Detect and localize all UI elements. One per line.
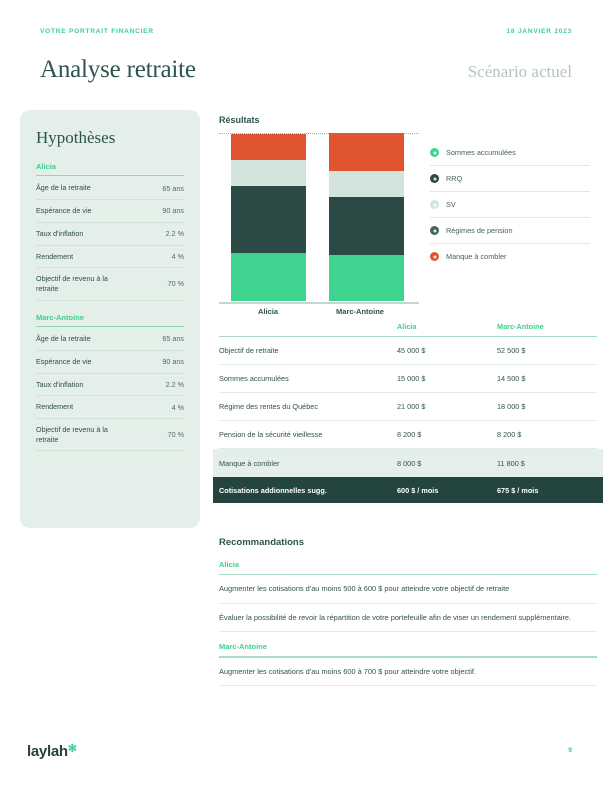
bar-segment — [329, 197, 404, 255]
title-row — [40, 56, 572, 84]
legend-label: Manque à combler — [446, 252, 507, 261]
table-row-shortfall — [213, 449, 603, 477]
chart-legend — [430, 140, 590, 269]
legend-swatch-icon — [430, 252, 439, 261]
results-table — [219, 322, 597, 503]
hypothesis-value: 90 ans — [162, 357, 184, 367]
results-heading: Résultats — [219, 115, 260, 125]
hypotheses-group-marc-antoine — [36, 313, 184, 452]
hypothesis-row — [36, 328, 184, 351]
bar-segment — [231, 186, 306, 253]
table-cell-marc: 14 500 $ — [497, 374, 526, 383]
bar-segment — [329, 133, 404, 171]
brand-logo — [27, 743, 77, 760]
table-cell-marc: 8 200 $ — [497, 430, 522, 439]
bar-segment — [231, 160, 306, 186]
table-cell-label: Sommes accumulées — [219, 374, 289, 383]
hypothesis-row — [36, 246, 184, 269]
hypothesis-label: Âge de la retraite — [36, 334, 91, 344]
recommendations-heading: Recommandations — [219, 537, 304, 548]
table-cell-marc: 11 800 $ — [497, 458, 525, 468]
hypothesis-label: Rendement — [36, 251, 74, 261]
table-row — [219, 421, 597, 449]
recommendation-item: Évaluer la possibilité de revoir la répartition de votre portefeuille afin de viser un rendement supplémentaire. — [219, 604, 597, 632]
legend-item — [430, 244, 590, 269]
table-cell-alicia: 45 000 $ — [397, 346, 426, 355]
table-cell-label: Objectif de retraite — [219, 346, 279, 355]
table-cell-label: Régime des rentes du Québec — [219, 402, 318, 411]
hypothesis-label: Objectif de revenu à la retraite — [36, 424, 108, 444]
table-cell-alicia: 8 000 $ — [397, 458, 422, 468]
hypothesis-row — [36, 351, 184, 374]
legend-item — [430, 140, 590, 166]
recommendation-item: Augmenter les cotisations d'au moins 500 à 600 $ pour atteindre votre objectif de retraite — [219, 575, 597, 603]
table-cell-marc: 675 $ / mois — [497, 485, 539, 495]
legend-swatch-icon — [430, 174, 439, 183]
bar-segment — [329, 171, 404, 197]
table-cell-marc: 52 500 $ — [497, 346, 526, 355]
hypothesis-label: Rendement — [36, 402, 74, 412]
legend-label: RRQ — [446, 174, 463, 183]
table-cell-alicia: 8 200 $ — [397, 430, 422, 439]
table-cell-alicia: 21 000 $ — [397, 402, 426, 411]
table-header-blank — [219, 322, 397, 331]
table-row — [219, 365, 597, 393]
hypothesis-value: 70 % — [167, 279, 184, 289]
legend-label: Sommes accumulées — [446, 148, 516, 157]
legend-label: Régimes de pension — [446, 226, 513, 235]
legend-swatch-icon — [430, 148, 439, 157]
legend-item — [430, 218, 590, 244]
hypothesis-value: 2.2 % — [165, 379, 184, 389]
recommendations-group-marc-antoine — [219, 642, 597, 686]
hypotheses-card — [20, 110, 200, 528]
table-cell-alicia: 600 $ / mois — [397, 485, 439, 495]
table-cell-marc: 18 000 $ — [497, 402, 526, 411]
chart-axis — [219, 302, 419, 304]
table-row-total — [213, 477, 603, 503]
chart-label-alicia: Alicia — [257, 307, 278, 316]
legend-swatch-icon — [430, 200, 439, 209]
table-cell-alicia: 15 000 $ — [397, 374, 426, 383]
hypothesis-row — [36, 374, 184, 397]
chart-label-marc-antoine: Marc-Antoine — [336, 307, 384, 316]
table-header-row — [219, 322, 597, 337]
hypothesis-label: Objectif de revenu à la retraite — [36, 274, 108, 293]
recommendations-group-alicia — [219, 560, 597, 632]
hypothesis-row — [36, 268, 184, 300]
table-row — [219, 393, 597, 421]
spacer — [36, 301, 184, 311]
bar-alicia — [231, 134, 306, 301]
hypothesis-row — [36, 177, 184, 200]
hypothesis-value: 4 % — [171, 251, 184, 261]
recommendation-item: Augmenter les cotisations d'au moins 600 à 700 $ pour atteindre votre objectif. — [219, 658, 597, 686]
spacer — [219, 632, 597, 642]
hypothesis-label: Espérance de vie — [36, 206, 92, 216]
bar-marc-antoine — [329, 133, 404, 301]
table-row — [219, 337, 597, 365]
hypothesis-label: Taux d'inflation — [36, 228, 84, 238]
table-cell-label: Pension de la sécurité vieillesse — [219, 430, 323, 439]
stacked-bar-chart — [219, 133, 419, 301]
hypothesis-row — [36, 223, 184, 246]
table-cell-label: Cotisations addionnelles sugg. — [219, 485, 327, 495]
table-header-marc-antoine: Marc-Antoine — [497, 322, 544, 331]
page-title: Analyse retraite — [40, 56, 196, 83]
brand-logo-text: laylah — [27, 743, 68, 760]
divider — [36, 175, 184, 176]
recommendations-person-label: Marc-Antoine — [219, 642, 267, 652]
page-number: 9 — [568, 747, 572, 754]
bar-segment — [231, 253, 306, 301]
recommendations-section — [219, 537, 597, 686]
bar-segment — [231, 134, 306, 160]
hypotheses-group-alicia — [36, 162, 184, 301]
scenario-label: Scénario actuel — [467, 62, 572, 81]
header — [40, 28, 572, 35]
legend-label: SV — [446, 200, 456, 209]
hypothesis-value: 65 ans — [162, 334, 184, 344]
legend-swatch-icon — [430, 226, 439, 235]
table-cell-label: Manque à combler — [219, 458, 280, 468]
legend-item — [430, 192, 590, 218]
hypothesis-label: Espérance de vie — [36, 356, 92, 366]
hypothesis-value: 2.2 % — [165, 229, 184, 239]
hypothesis-row — [36, 396, 184, 419]
hypothesis-value: 65 ans — [162, 183, 184, 193]
header-eyebrow: VOTRE PORTRAIT FINANCIER — [40, 28, 154, 35]
hypotheses-person-label: Alicia — [36, 162, 57, 171]
hypothesis-label: Taux d'inflation — [36, 379, 84, 389]
hypothesis-row — [36, 200, 184, 223]
legend-item — [430, 166, 590, 192]
hypothesis-value: 4 % — [171, 402, 184, 412]
hypotheses-person-label: Marc-Antoine — [36, 312, 84, 322]
hypothesis-label: Âge de la retraite — [36, 183, 91, 193]
recommendations-person-label: Alicia — [219, 560, 240, 569]
hypothesis-row — [36, 419, 184, 451]
hypothesis-value: 70 % — [167, 430, 184, 440]
hypothesis-value: 90 ans — [162, 206, 184, 216]
divider — [36, 326, 184, 327]
asterisk-icon: ✻ — [67, 743, 77, 755]
bar-segment — [329, 255, 404, 301]
header-date: 18 JANVIER 2023 — [506, 28, 572, 35]
table-header-alicia: Alicia — [397, 322, 417, 331]
hypotheses-heading: Hypothèses — [36, 128, 116, 147]
